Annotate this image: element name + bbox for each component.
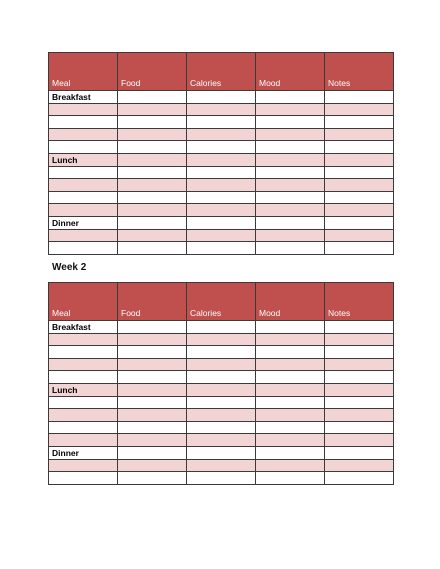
meal-cell[interactable] bbox=[49, 421, 118, 434]
table-row bbox=[49, 91, 394, 104]
entry-cell-food[interactable] bbox=[118, 204, 187, 217]
entry-cell-food[interactable] bbox=[118, 396, 187, 409]
table-row bbox=[49, 179, 394, 192]
entry-cell-notes[interactable] bbox=[325, 472, 394, 485]
entry-cell-food[interactable] bbox=[118, 166, 187, 179]
column-header-mood: Mood bbox=[256, 283, 325, 321]
table-row bbox=[49, 333, 394, 346]
column-header-meal: Meal bbox=[49, 283, 118, 321]
entry-cell-notes[interactable] bbox=[325, 204, 394, 217]
entry-cell-notes[interactable] bbox=[325, 396, 394, 409]
column-header-meal: Meal bbox=[49, 53, 118, 91]
meal-table-week-1 bbox=[48, 52, 394, 255]
entry-cell-calories[interactable] bbox=[187, 141, 256, 154]
entry-cell-food[interactable] bbox=[118, 216, 187, 229]
table-row bbox=[49, 116, 394, 129]
column-header-calories: Calories bbox=[187, 283, 256, 321]
entry-cell-mood[interactable] bbox=[256, 166, 325, 179]
table-row bbox=[49, 472, 394, 485]
table-row bbox=[49, 421, 394, 434]
entry-cell-food[interactable] bbox=[118, 128, 187, 141]
meal-cell[interactable] bbox=[49, 472, 118, 485]
entry-cell-notes[interactable] bbox=[325, 358, 394, 371]
meal-cell[interactable] bbox=[49, 116, 118, 129]
entry-cell-mood[interactable] bbox=[256, 91, 325, 104]
entry-cell-calories[interactable] bbox=[187, 229, 256, 242]
entry-cell-calories[interactable] bbox=[187, 371, 256, 384]
entry-cell-calories[interactable] bbox=[187, 396, 256, 409]
meal-cell[interactable]: Lunch bbox=[49, 383, 118, 396]
table-row bbox=[49, 409, 394, 422]
table-row bbox=[49, 128, 394, 141]
table-row bbox=[49, 166, 394, 179]
meal-cell[interactable]: Breakfast bbox=[49, 91, 118, 104]
entry-cell-notes[interactable] bbox=[325, 242, 394, 255]
entry-cell-notes[interactable] bbox=[325, 116, 394, 129]
entry-cell-mood[interactable] bbox=[256, 153, 325, 166]
meal-cell[interactable]: Lunch bbox=[49, 153, 118, 166]
entry-cell-notes[interactable] bbox=[325, 166, 394, 179]
entry-cell-mood[interactable] bbox=[256, 421, 325, 434]
table-row bbox=[49, 229, 394, 242]
entry-cell-calories[interactable] bbox=[187, 472, 256, 485]
entry-cell-calories[interactable] bbox=[187, 191, 256, 204]
entry-cell-calories[interactable] bbox=[187, 153, 256, 166]
entry-cell-notes[interactable] bbox=[325, 191, 394, 204]
entry-cell-mood[interactable] bbox=[256, 358, 325, 371]
entry-cell-notes[interactable] bbox=[325, 371, 394, 384]
entry-cell-calories[interactable] bbox=[187, 321, 256, 334]
entry-cell-food[interactable] bbox=[118, 91, 187, 104]
table-header-row bbox=[49, 283, 394, 321]
entry-cell-calories[interactable] bbox=[187, 333, 256, 346]
entry-cell-food[interactable] bbox=[118, 141, 187, 154]
entry-cell-notes[interactable] bbox=[325, 103, 394, 116]
entry-cell-calories[interactable] bbox=[187, 421, 256, 434]
meal-cell[interactable] bbox=[49, 371, 118, 384]
table-row bbox=[49, 191, 394, 204]
entry-cell-food[interactable] bbox=[118, 409, 187, 422]
entry-cell-food[interactable] bbox=[118, 434, 187, 447]
meal-cell[interactable] bbox=[49, 396, 118, 409]
meal-cell[interactable]: Dinner bbox=[49, 216, 118, 229]
entry-cell-food[interactable] bbox=[118, 242, 187, 255]
entry-cell-mood[interactable] bbox=[256, 446, 325, 459]
meal-cell[interactable] bbox=[49, 191, 118, 204]
entry-cell-notes[interactable] bbox=[325, 333, 394, 346]
entry-cell-mood[interactable] bbox=[256, 116, 325, 129]
meal-cell[interactable] bbox=[49, 204, 118, 217]
meal-cell[interactable] bbox=[49, 166, 118, 179]
entry-cell-calories[interactable] bbox=[187, 434, 256, 447]
meal-cell[interactable] bbox=[49, 459, 118, 472]
entry-cell-mood[interactable] bbox=[256, 216, 325, 229]
entry-cell-food[interactable] bbox=[118, 179, 187, 192]
table-row bbox=[49, 242, 394, 255]
entry-cell-notes[interactable] bbox=[325, 128, 394, 141]
entry-cell-mood[interactable] bbox=[256, 204, 325, 217]
week-2-heading: Week 2 bbox=[52, 262, 87, 273]
table-row bbox=[49, 396, 394, 409]
entry-cell-calories[interactable] bbox=[187, 446, 256, 459]
table-row bbox=[49, 141, 394, 154]
entry-cell-notes[interactable] bbox=[325, 153, 394, 166]
entry-cell-calories[interactable] bbox=[187, 242, 256, 255]
column-header-notes: Notes bbox=[325, 283, 394, 321]
entry-cell-mood[interactable] bbox=[256, 242, 325, 255]
entry-cell-mood[interactable] bbox=[256, 191, 325, 204]
meal-cell[interactable] bbox=[49, 242, 118, 255]
meal-cell[interactable]: Breakfast bbox=[49, 321, 118, 334]
entry-cell-calories[interactable] bbox=[187, 346, 256, 359]
column-header-food: Food bbox=[118, 53, 187, 91]
entry-cell-notes[interactable] bbox=[325, 446, 394, 459]
meal-cell[interactable] bbox=[49, 346, 118, 359]
meal-cell[interactable] bbox=[49, 141, 118, 154]
table-row bbox=[49, 216, 394, 229]
table-row bbox=[49, 321, 394, 334]
entry-cell-calories[interactable] bbox=[187, 358, 256, 371]
entry-cell-calories[interactable] bbox=[187, 103, 256, 116]
meal-cell[interactable] bbox=[49, 409, 118, 422]
meal-cell[interactable] bbox=[49, 434, 118, 447]
entry-cell-calories[interactable] bbox=[187, 216, 256, 229]
meal-cell[interactable] bbox=[49, 229, 118, 242]
meal-cell[interactable]: Dinner bbox=[49, 446, 118, 459]
column-header-food: Food bbox=[118, 283, 187, 321]
meal-cell[interactable] bbox=[49, 128, 118, 141]
meal-table-week-2 bbox=[48, 282, 394, 485]
entry-cell-food[interactable] bbox=[118, 383, 187, 396]
entry-cell-food[interactable] bbox=[118, 346, 187, 359]
entry-cell-mood[interactable] bbox=[256, 333, 325, 346]
entry-cell-mood[interactable] bbox=[256, 371, 325, 384]
meal-cell[interactable] bbox=[49, 103, 118, 116]
entry-cell-notes[interactable] bbox=[325, 91, 394, 104]
entry-cell-mood[interactable] bbox=[256, 179, 325, 192]
entry-cell-notes[interactable] bbox=[325, 229, 394, 242]
entry-cell-food[interactable] bbox=[118, 446, 187, 459]
table-row bbox=[49, 358, 394, 371]
table-row bbox=[49, 434, 394, 447]
entry-cell-mood[interactable] bbox=[256, 141, 325, 154]
entry-cell-notes[interactable] bbox=[325, 459, 394, 472]
meal-cell[interactable] bbox=[49, 333, 118, 346]
entry-cell-mood[interactable] bbox=[256, 409, 325, 422]
table-row bbox=[49, 103, 394, 116]
entry-cell-notes[interactable] bbox=[325, 179, 394, 192]
entry-cell-mood[interactable] bbox=[256, 229, 325, 242]
entry-cell-food[interactable] bbox=[118, 472, 187, 485]
entry-cell-food[interactable] bbox=[118, 358, 187, 371]
table-header-row bbox=[49, 53, 394, 91]
entry-cell-calories[interactable] bbox=[187, 409, 256, 422]
entry-cell-calories[interactable] bbox=[187, 91, 256, 104]
entry-cell-mood[interactable] bbox=[256, 103, 325, 116]
entry-cell-mood[interactable] bbox=[256, 383, 325, 396]
entry-cell-food[interactable] bbox=[118, 153, 187, 166]
column-header-notes: Notes bbox=[325, 53, 394, 91]
entry-cell-food[interactable] bbox=[118, 333, 187, 346]
entry-cell-notes[interactable] bbox=[325, 216, 394, 229]
entry-cell-mood[interactable] bbox=[256, 459, 325, 472]
entry-cell-food[interactable] bbox=[118, 321, 187, 334]
table-row bbox=[49, 153, 394, 166]
table-row bbox=[49, 371, 394, 384]
table-row bbox=[49, 383, 394, 396]
entry-cell-mood[interactable] bbox=[256, 346, 325, 359]
table-row bbox=[49, 446, 394, 459]
entry-cell-notes[interactable] bbox=[325, 383, 394, 396]
entry-cell-food[interactable] bbox=[118, 229, 187, 242]
entry-cell-notes[interactable] bbox=[325, 346, 394, 359]
entry-cell-calories[interactable] bbox=[187, 204, 256, 217]
column-header-calories: Calories bbox=[187, 53, 256, 91]
table-row bbox=[49, 204, 394, 217]
entry-cell-food[interactable] bbox=[118, 103, 187, 116]
column-header-mood: Mood bbox=[256, 53, 325, 91]
table-row bbox=[49, 459, 394, 472]
meal-cell[interactable] bbox=[49, 358, 118, 371]
entry-cell-calories[interactable] bbox=[187, 166, 256, 179]
entry-cell-mood[interactable] bbox=[256, 396, 325, 409]
entry-cell-calories[interactable] bbox=[187, 383, 256, 396]
entry-cell-food[interactable] bbox=[118, 191, 187, 204]
entry-cell-mood[interactable] bbox=[256, 434, 325, 447]
entry-cell-food[interactable] bbox=[118, 459, 187, 472]
entry-cell-mood[interactable] bbox=[256, 128, 325, 141]
entry-cell-calories[interactable] bbox=[187, 116, 256, 129]
entry-cell-mood[interactable] bbox=[256, 321, 325, 334]
entry-cell-notes[interactable] bbox=[325, 434, 394, 447]
entry-cell-notes[interactable] bbox=[325, 409, 394, 422]
meal-cell[interactable] bbox=[49, 179, 118, 192]
entry-cell-notes[interactable] bbox=[325, 321, 394, 334]
table-row bbox=[49, 346, 394, 359]
entry-cell-mood[interactable] bbox=[256, 472, 325, 485]
entry-cell-calories[interactable] bbox=[187, 128, 256, 141]
entry-cell-food[interactable] bbox=[118, 421, 187, 434]
entry-cell-calories[interactable] bbox=[187, 179, 256, 192]
entry-cell-notes[interactable] bbox=[325, 421, 394, 434]
entry-cell-food[interactable] bbox=[118, 371, 187, 384]
entry-cell-food[interactable] bbox=[118, 116, 187, 129]
entry-cell-calories[interactable] bbox=[187, 459, 256, 472]
entry-cell-notes[interactable] bbox=[325, 141, 394, 154]
